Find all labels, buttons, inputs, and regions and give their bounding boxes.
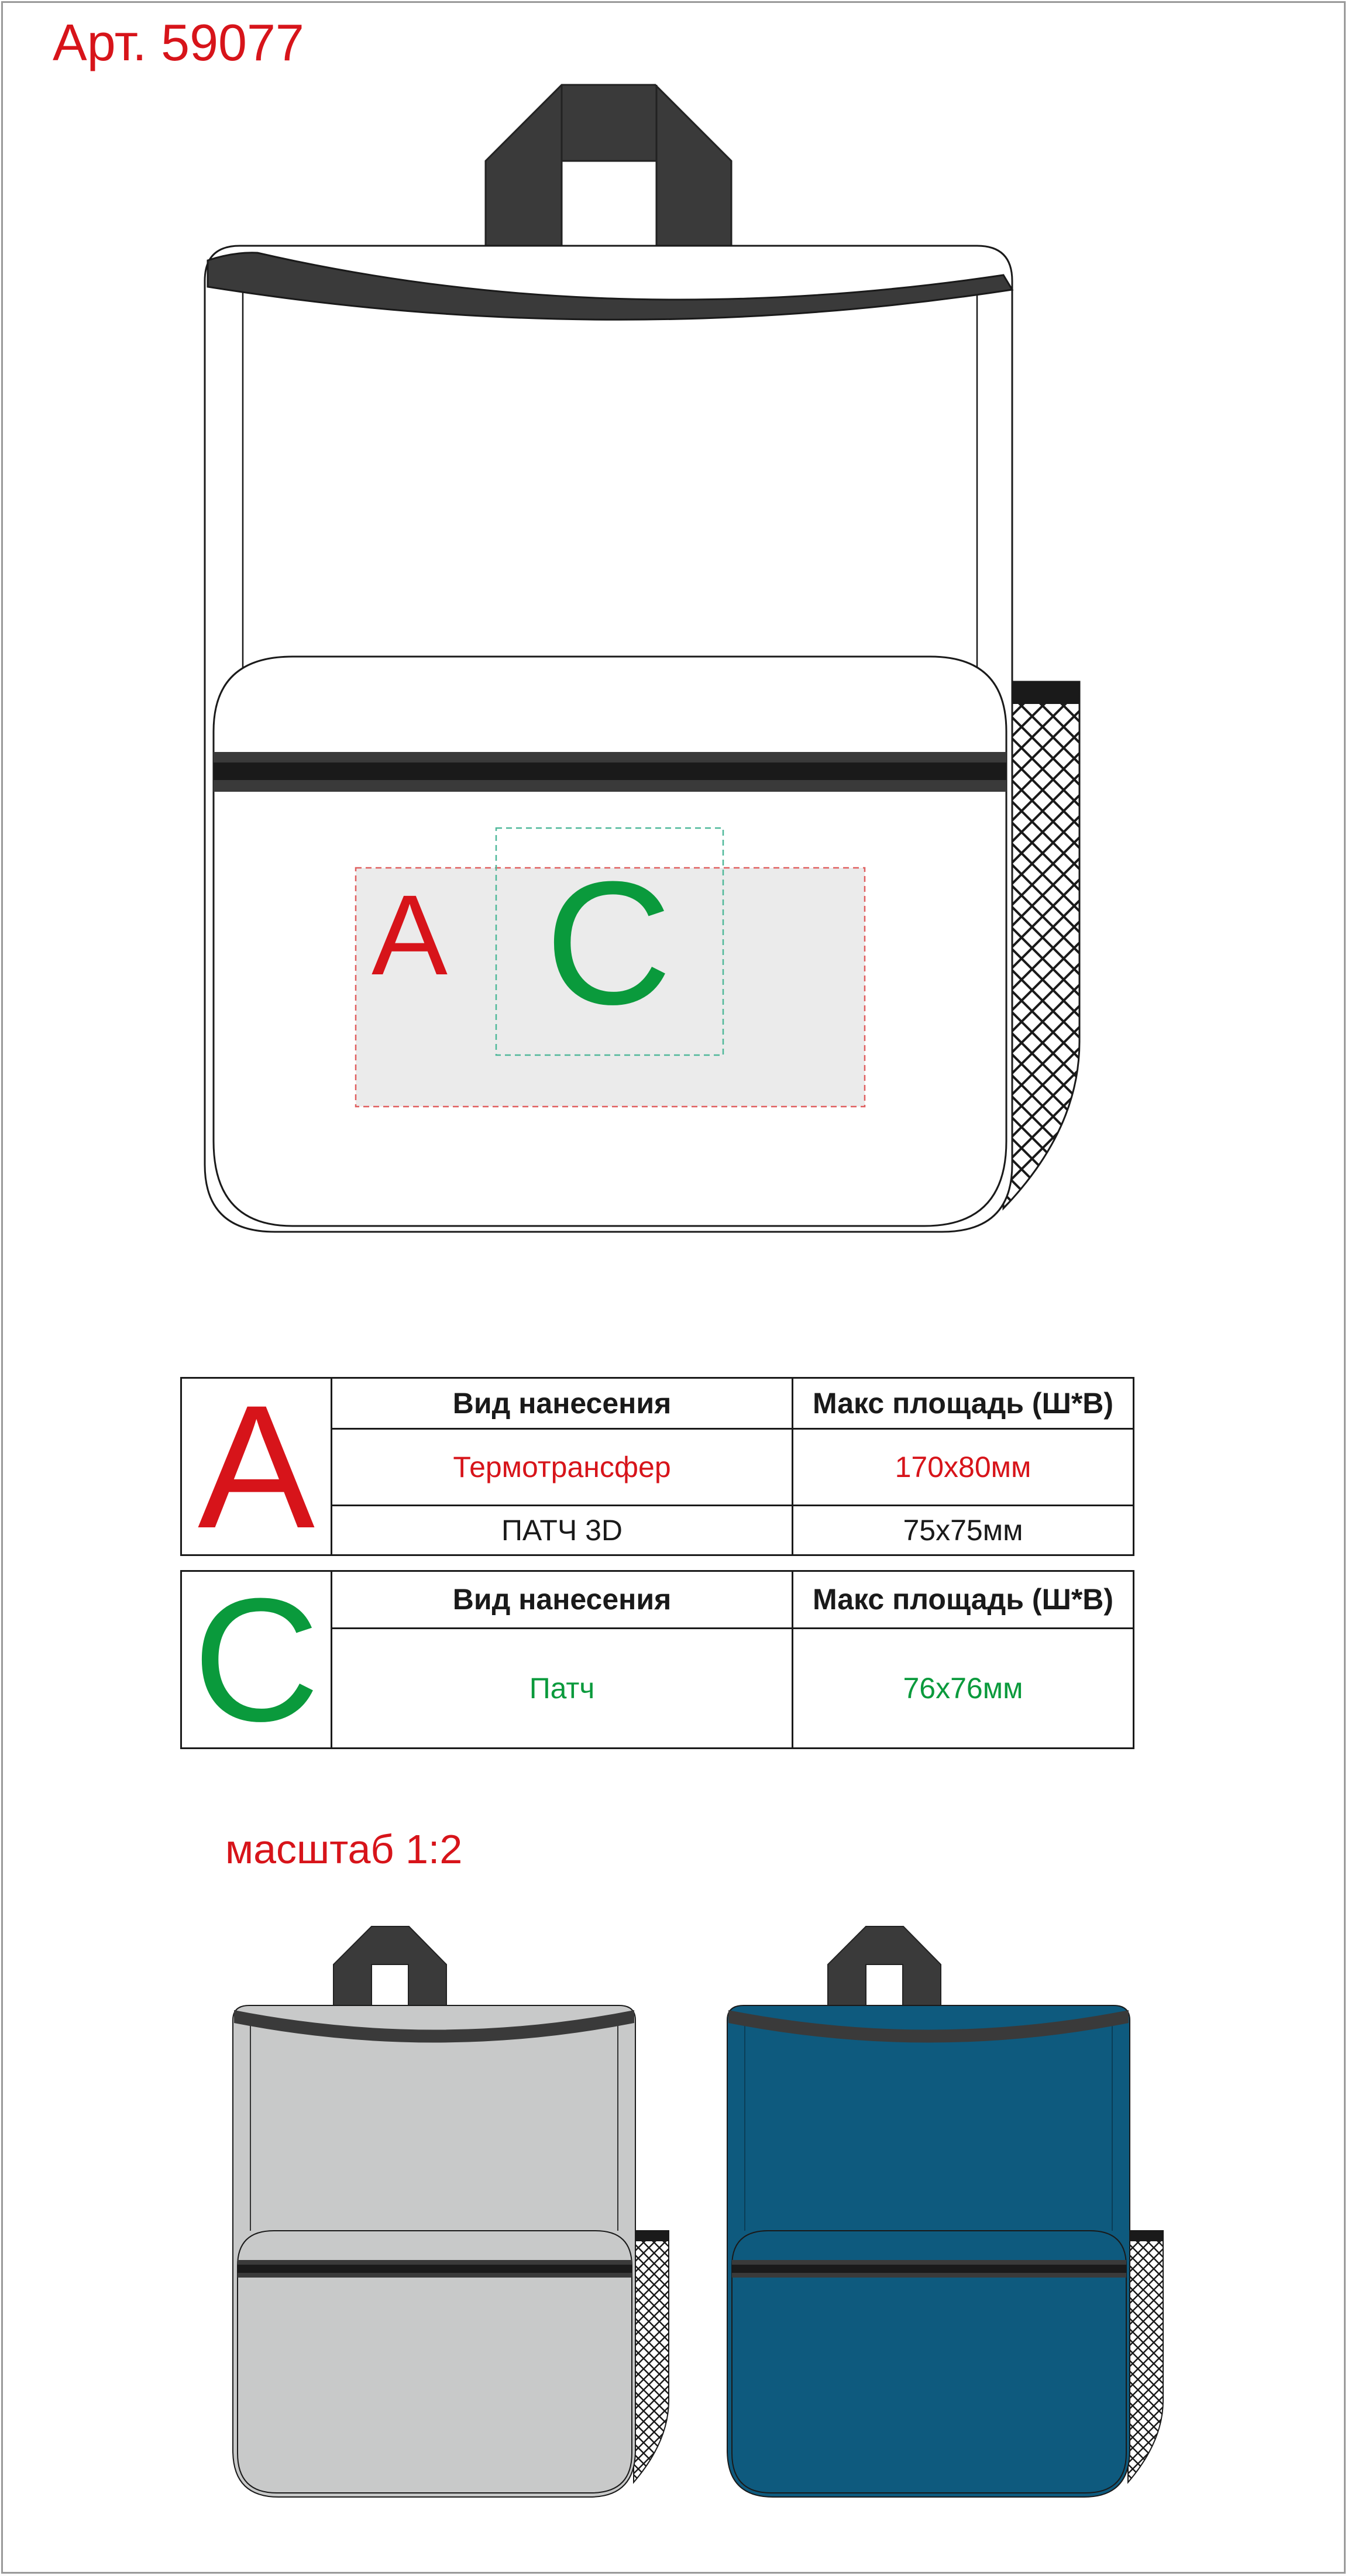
side-mesh-pocket <box>1003 682 1079 1208</box>
table-a-row-2-method: ПАТЧ 3D <box>332 1506 793 1555</box>
table-a-size-header: Макс площадь (Ш*В) <box>793 1378 1134 1429</box>
table-c-letter: C <box>181 1571 332 1749</box>
table-a-row-1-method: Термотрансфер <box>332 1428 793 1505</box>
scale-label: масштаб 1:2 <box>225 1826 463 1872</box>
zone-c-label: C <box>545 844 672 1041</box>
table-a-method-header: Вид нанесения <box>332 1378 793 1429</box>
table-a-row-2-size: 75х75мм <box>793 1506 1134 1555</box>
zone-a-label: A <box>371 871 448 999</box>
table-c-size-header: Макс площадь (Ш*В) <box>793 1571 1134 1629</box>
table-a <box>180 1368 1134 1565</box>
table-a-row-1-size: 170х80мм <box>793 1428 1134 1505</box>
article-title: Арт. 59077 <box>53 13 304 71</box>
backpack-main-drawing <box>0 0 1348 1287</box>
handle <box>486 85 731 246</box>
table-c-row-1-size: 76х76мм <box>793 1628 1134 1748</box>
table-c <box>180 1561 1134 1758</box>
table-a-letter: A <box>181 1378 332 1555</box>
table-c-method-header: Вид нанесения <box>332 1571 793 1629</box>
table-c-row-1-method: Патч <box>332 1628 793 1748</box>
